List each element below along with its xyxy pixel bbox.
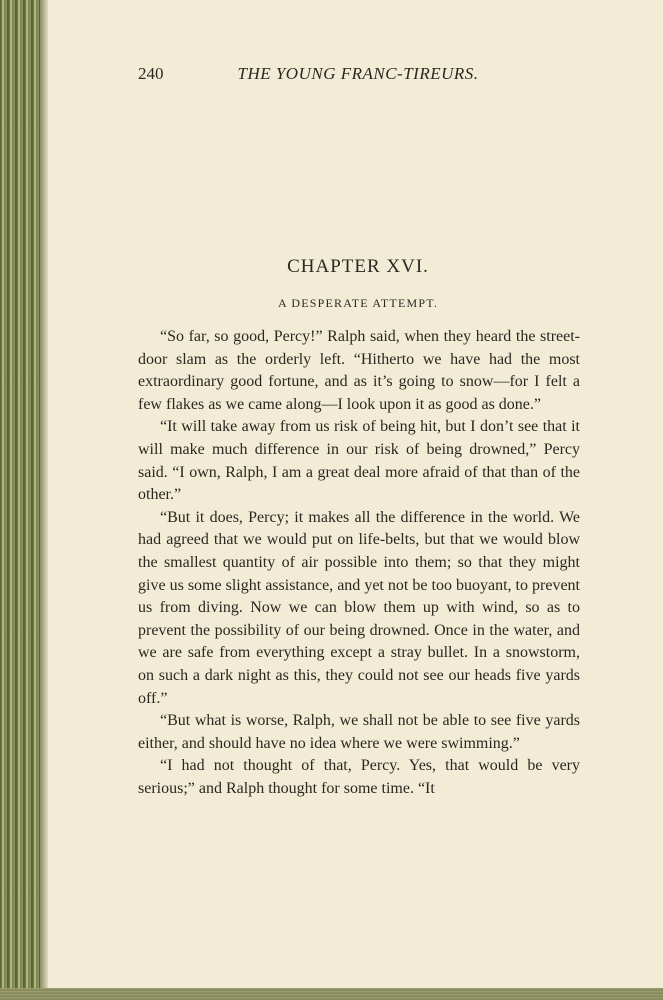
paragraph: “I had not thought of that, Percy. Yes, that would be very serious;” and Ralph thought for some time. “It: [138, 757, 580, 797]
page-bottom-edge: [0, 988, 663, 1000]
running-header: [138, 64, 578, 90]
chapter-subtitle: A DESPERATE ATTEMPT.: [277, 296, 439, 310]
paragraph: “But it does, Percy; it makes all the difference in the world. We had agreed that we would put on life-belts, but that we would blow the smallest quantity of air possible into them; so that they might give us some slight assistance, and yet not be too buoyant, to prevent us from diving. Now we can blow them up with wind, so as to prevent the possibility of our being drowned. Once in the water, and we are safe from everything except a stray bullet. In a snowstorm, on such a dark night as this, they could not see our heads five yards off.”: [138, 508, 580, 707]
book-page: [48, 0, 663, 988]
page-number: 240: [138, 64, 164, 83]
chapter-title: CHAPTER XVI.: [287, 256, 429, 277]
page-gutter: [40, 0, 48, 1000]
paragraph: “But what is worse, Ralph, we shall not be able to see five yards either, and should have no idea where we were swimming.”: [138, 712, 580, 752]
paragraph: “It will take away from us risk of being hit, but I don’t see that it will make much difference in our risk of being drowned,” Percy said. “I own, Ralph, I am a great deal more afraid of that than of the other.”: [138, 418, 580, 504]
running-title: THE YOUNG FRANC-TIREURS.: [237, 64, 479, 83]
book-spine-edge: [0, 0, 40, 1000]
body-text: [138, 326, 580, 800]
paragraph: “So far, so good, Percy!” Ralph said, when they heard the street-door slam as the orderly left. “Hitherto we have had the most extraordinary good fortune, and as it’s going to snow—for I felt a few flakes as we came along—I look upon it as good as done.”: [138, 328, 580, 413]
